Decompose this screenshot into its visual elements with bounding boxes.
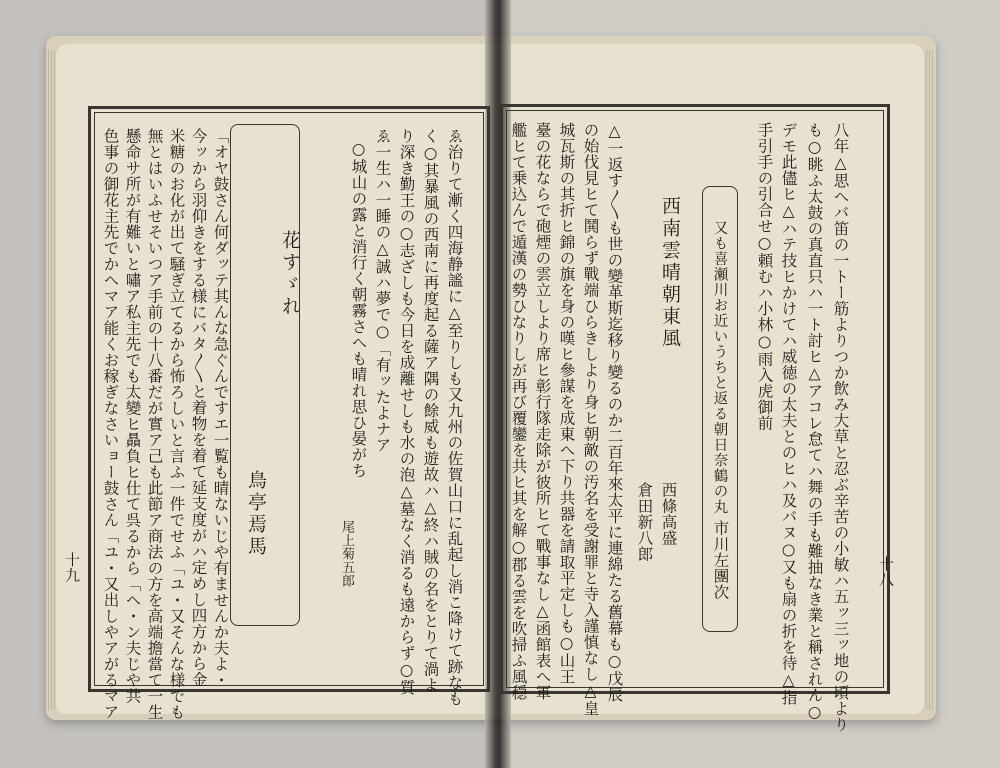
actor-kurata: 倉田新八郎 xyxy=(635,482,654,562)
left-column-7: 今ッから羽仰きをする様にバタ〳〵と着物を着て延支度がハ定めし四方から金 xyxy=(189,128,208,688)
left-column-4: く○其暴風の西南に再度起る薩ア隅の餘威も遊故ハ△終ハ賊の名をとりて渦よ xyxy=(421,128,440,693)
left-column-1: ○城山の露と消行く朝霧さへも晴れ思ひ晏がち xyxy=(349,140,368,479)
left-author-line: 尾上菊五郎 xyxy=(339,520,354,588)
right-page-number: 十八 xyxy=(877,556,895,587)
left-column-5: ゑ治りて漸く四海静謐に△至りしも又九州の佐賀山口に乱起し消こ降けて跡なも xyxy=(445,128,464,707)
left-page-number: 十九 xyxy=(63,552,81,583)
left-column-3: り深き勤王の○志ざしも今日を成離せしも水の泡△墓なく消るも遠からず○質 xyxy=(397,128,416,696)
right-column-1: 八年△思へバ笛の一トー筋よりつか飲み大草と忍ぶ辛苦の小敏ハ五ッ三ッ地の頃より xyxy=(831,122,850,733)
left-column-8: 米糖のお化が出て騒ぎ立てるから怖ろしいと言ふ一件でせふ「ユ・又そんな様でも xyxy=(167,128,186,720)
right-column-9: 艦ヒて乗込んで遁漢の勢ひなりしが再び覆鑾を共ヒ其を解○郡る雲を吹掃ふ風穏 xyxy=(509,122,528,701)
right-column-5: △一返す〳〵も世の變革斯迄移り變るのか二百年來太平に連綿たる舊幕も○戊辰 xyxy=(605,122,624,703)
left-column-9: 無とはいふせそいつア手前の十八番だが實ア己も此節ア商法の方を高端擔當て一生 xyxy=(145,128,164,720)
left-column-10: 懸命サ所が有難いと嘯ア私主先でも太變ヒ贔負ヒ仕て呉るから「ヘ・ン夫じや共 xyxy=(123,128,142,704)
page-edges-left xyxy=(46,50,56,710)
right-column-2: も○眺ふ太鼓の真直只ハ一ト討ヒ△アコレ怠てハ舞の手も難抽なき業と稱されん○ xyxy=(805,122,824,722)
right-column-6: の始伐見ヒて鬨らず戰端ひらきしより身ヒ朝敵の汚名を受謝罪と寺入謹慎なし△皇 xyxy=(581,122,600,717)
actor-ichikawa: 市川左團次 xyxy=(711,520,730,600)
left-column-11: 色事の御花主先でかへマア能くお稼ぎなさいョー鼓さん「ユ・又出しやアがるマア xyxy=(101,128,120,720)
left-column-2: ゑ一生ハ一睡の△誠ハ夢で○「有ッたよナア xyxy=(373,128,392,453)
right-subtitle: 又も喜瀬川お近いうちと返る朝日奈鶴の丸 xyxy=(711,220,728,515)
right-column-3: デモ此儘ヒ△ハテ技ヒかけてハ威徳の太夫とのヒハ及バヌ○又も扇の折を待△指 xyxy=(779,122,798,706)
page-edges-right xyxy=(924,50,934,710)
left-column-6: 「オヤ鼓さん何ダッテ其んな急ぐんですエ一覧も晴ないじや有ませんか夫よ・ xyxy=(211,128,230,688)
right-column-4: 手引手の引合せ○頼むハ小林○雨入虎御前 xyxy=(755,122,774,431)
left-author: 鳥亭焉馬 xyxy=(245,470,267,558)
left-title: 花すゞれ xyxy=(279,230,301,318)
actor-saijo: 西條高盛 xyxy=(659,482,678,546)
right-title: 西南雲晴朝東風 xyxy=(659,196,681,350)
right-column-8: 臺の花ならで砲煙の雲立しより席ヒ彰行隊走除が彼所ヒて戰事なし△函館表へ軍 xyxy=(533,122,552,701)
right-column-7: 城瓦斯の其折ヒ錦の旗を身の嘆ヒ參謀を成東へ下り共器を請取平定しも○山王 xyxy=(557,122,576,685)
